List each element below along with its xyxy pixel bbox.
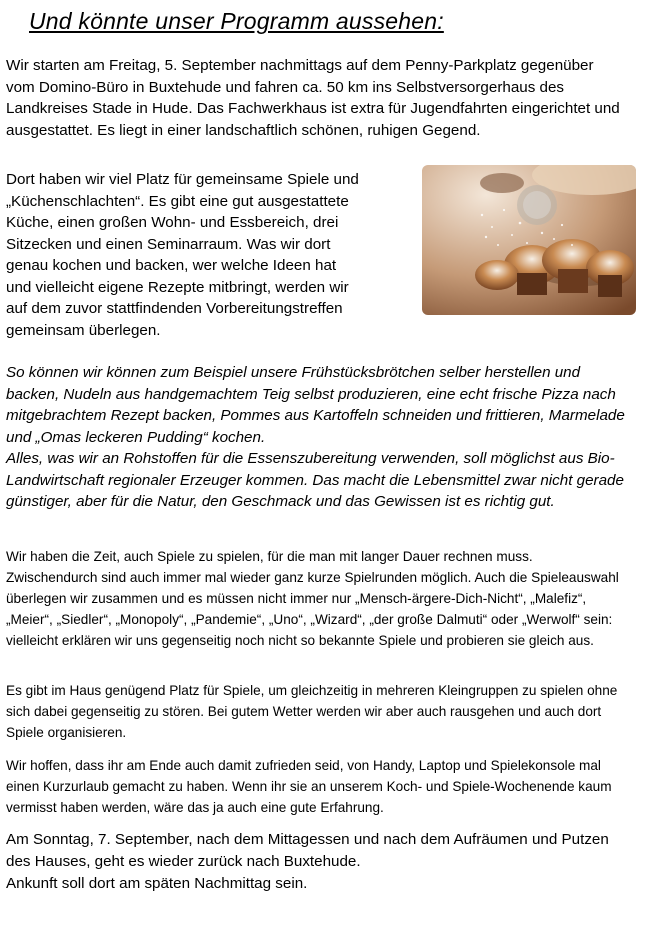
devices-paragraph: Wir hoffen, dass ihr am Ende auch damit zufrieden seid, von Handy, Laptop und Spielekonsole mal einen Kurzurlaub gemacht zu haben. Wenn ihr sie an unserem Koch- und Spiele-Wochenende kaum vermisst haben werden, wäre das ja auch eine gute Erfahrung. bbox=[6, 758, 612, 815]
baking-photo bbox=[422, 165, 636, 315]
return-paragraph: Am Sonntag, 7. September, nach dem Mittagessen und nach dem Aufräumen und Putzen des Hauses, geht es wieder zurück nach Buxtehude. bbox=[6, 831, 609, 870]
organic-paragraph: Alles, was wir an Rohstoffen für die Essenszubereitung verwenden, soll möglichst aus Bio-Landwirtschaft regionaler Erzeuger kommen. Das macht die Lebensmittel zwar nicht gerade günstiger, aber für die Natur, den Geschmack und das Gewissen ist es richtig gut. bbox=[6, 450, 624, 510]
food-ideas-paragraph: So können wir können zum Beispiel unsere Frühstücksbrötchen selber herstellen und backen, Nudeln aus handgemachtem Teig selbst produzieren, eine echt frische Pizza nach mitgebrachtem Rezept backen, Pommes aus Kartoffeln schneiden und frittieren, Marmelade und „Omas leckeren Pudding“ kochen. bbox=[6, 364, 625, 446]
house-paragraph: Dort haben wir viel Platz für gemeinsame Spiele und „Küchenschlachten“. Es gibt eine gut ausgestattete Küche, einen großen Wohn- und Essbereich, drei Sitzecken und einen Seminarraum. Was wir dort genau kochen und backen, wer welche Ideen hat und vielleicht eigene Rezepte mitbringt, werden wir auf dem zuvor stattfindenden Vorbereitungstreffen gemeinsam überlegen. bbox=[6, 171, 359, 339]
muffins-image bbox=[422, 165, 636, 315]
page-title: Und könnte unser Programm aussehen: bbox=[29, 8, 444, 34]
arrival-paragraph: Ankunft soll dort am späten Nachmittag sein. bbox=[6, 875, 308, 892]
intro-paragraph: Wir starten am Freitag, 5. September nachmittags auf dem Penny-Parkplatz gegenüber vom Domino-Büro in Buxtehude und fahren ca. 50 km ins Selbstversorgerhaus des Landkreises Stade in Hude. Das Fachwerkhaus ist extra für Jugendfahrten eingerichtet und ausgestattet. Es liegt in einer landschaftlich schönen, ruhigen Gegend. bbox=[6, 57, 620, 139]
space-paragraph: Es gibt im Haus genügend Platz für Spiele, um gleichzeitig in mehreren Kleingruppen zu spielen ohne sich dabei gegenseitig zu stören. Bei gutem Wetter werden wir aber auch rausgehen und auch dort Spiele organisieren. bbox=[6, 683, 618, 740]
games-paragraph: Wir haben die Zeit, auch Spiele zu spielen, für die man mit langer Dauer rechnen muss. Zwischendurch sind auch immer mal wieder ganz kurze Spielrunden möglich. Auch die Spieleauswahl überlegen wir zusammen und es müssen nicht immer nur „Mensch-ärgere-Dich-Nicht“, „Malefiz“, „Meier“, „Siedler“, „Monopoly“, „Pandemie“, „Uno“, „Wizard“, „der große Dalmuti“ oder „Werwolf“ sein: vielleicht erklären wir uns gegenseitig noch nicht so bekannte Spiele und probieren sie gleich aus. bbox=[6, 549, 619, 648]
